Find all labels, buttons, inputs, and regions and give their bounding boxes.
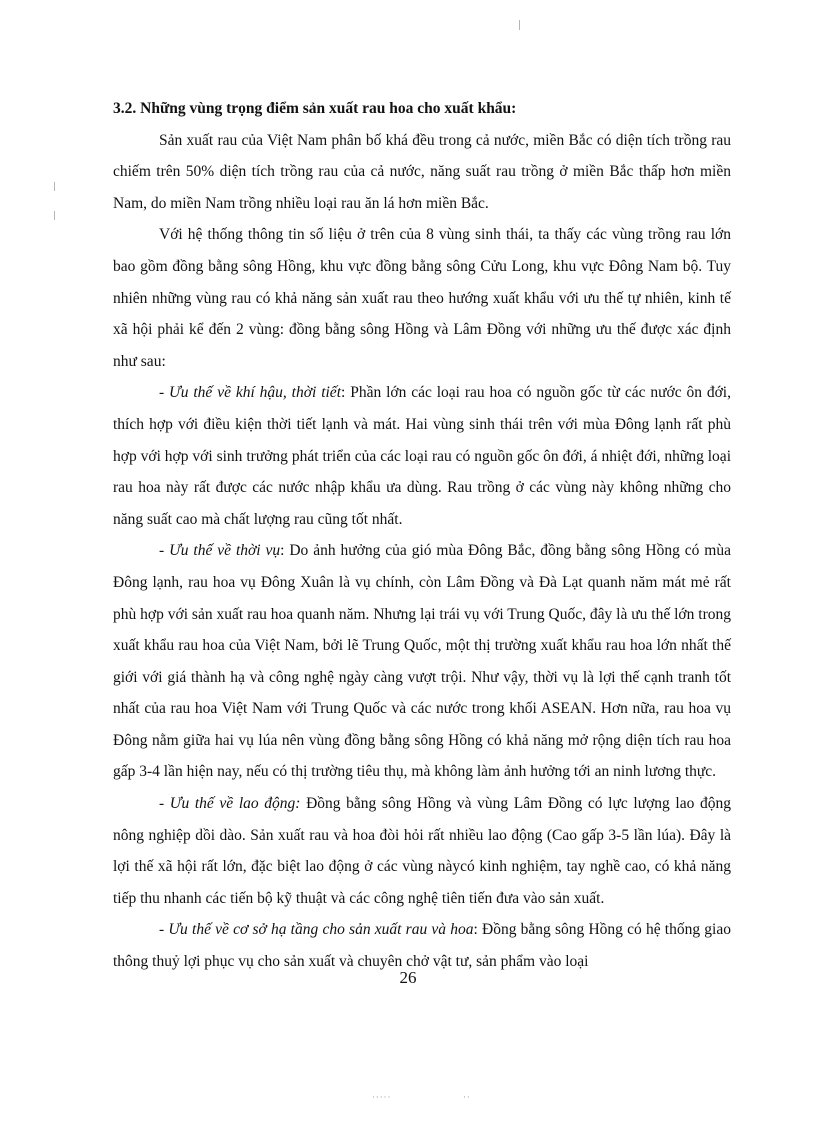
margin-mark	[54, 182, 55, 191]
section-heading: 3.2. Những vùng trọng điểm sản xuất rau hoa cho xuất khẩu:	[113, 100, 517, 117]
paragraph-text: : Đồng bằng sông Hồng có hệ thống giao thông thuỷ lợi phục vụ cho sản xuất và chuyên chở vật tư, sản phẩm vào loại	[113, 921, 731, 971]
paragraph-lead: - Ưu thế về cơ sở hạ tầng cho sản xuất rau và hoa	[159, 921, 474, 939]
page-number: 26	[399, 968, 417, 987]
margin-mark	[54, 211, 55, 220]
scan-artifact: ·····	[372, 1093, 392, 1103]
paragraph-lead: - Ưu thế về khí hậu, thời tiết	[159, 384, 341, 402]
document-body	[113, 93, 731, 978]
scan-artifact: ··	[463, 1093, 471, 1103]
paragraph-lead: - Ưu thế về thời vụ	[159, 542, 281, 560]
paragraph	[113, 219, 731, 377]
paragraph	[113, 377, 731, 535]
paragraph-text: Với hệ thống thông tin số liệu ở trên của 8 vùng sinh thái, ta thấy các vùng trồng rau lớn bao gồm đồng bằng sông Hồng, khu vực đồng bằng sông Cửu Long, khu vực Đông Nam bộ. Tuy nhiên những vùng rau có khả năng sản xuất rau theo hướng xuất khẩu với ưu thế tự nhiên, kinh tế xã hội phải kể đến 2 vùng: đồng bằng sông Hồng và Lâm Đồng với những ưu thế được xác định như sau:	[113, 226, 731, 370]
paragraph-text: Sản xuất rau của Việt Nam phân bố khá đều trong cả nước, miền Bắc có diện tích trồng rau chiếm trên 50% diện tích trồng rau của cả nước, năng suất rau trồng ở miền Bắc thấp hơn miền Nam, do miền Nam trồng nhiều loại rau ăn lá hơn miền Bắc.	[113, 131, 731, 212]
paragraph-lead: - Ưu thế về lao động:	[159, 795, 301, 813]
paragraph	[113, 125, 731, 220]
paragraph-text: : Do ảnh hưởng của gió mùa Đông Bắc, đồng bằng sông Hồng có mùa Đông lạnh, rau hoa vụ Đông Xuân là vụ chính, còn Lâm Đồng và Đà Lạt quanh năm mát mẻ rất phù hợp với sản xuất rau hoa quanh năm. Nhưng lại trái vụ với Trung Quốc, đây là ưu thế lớn trong xuất khẩu rau hoa của Việt Nam, bởi lẽ Trung Quốc, một thị trường xuất khẩu rau hoa lớn nhất thế giới với giá thành hạ và công nghệ ngày càng vượt trội. Như vậy, thời vụ là lợi thế cạnh tranh tốt nhất của rau hoa Việt Nam với Trung Quốc và các nước trong khối ASEAN. Hơn nữa, rau hoa vụ Đông nằm giữa hai vụ lúa nên vùng đồng bằng sông Hồng có khả năng mở rộng diện tích rau hoa gấp 3-4 lần hiện nay, nếu có thị trường tiêu thụ, mà không làm ảnh hưởng tới an ninh lương thực.	[113, 542, 731, 781]
paragraph-text: Đồng bằng sông Hồng và vùng Lâm Đồng có lực lượng lao động nông nghiệp dồi dào. Sản xuất rau và hoa đòi hỏi rất nhiều lao động (Cao gấp 3-5 lần lúa). Đây là lợi thế xã hội rất lớn, đặc biệt lao động ở các vùng nàycó kinh nghiệm, tay nghề cao, có khả năng tiếp thu nhanh các tiến bộ kỹ thuật và các công nghệ tiên tiến đưa vào sản xuất.	[113, 795, 731, 907]
paragraph	[113, 535, 731, 788]
paragraph	[113, 788, 731, 914]
paragraph-text: : Phần lớn các loại rau hoa có nguồn gốc từ các nước ôn đới, thích hợp với điều kiện thời tiết lạnh và mát. Hai vùng sinh thái trên với mùa Đông lạnh rất phù hợp với hợp với sinh trưởng phát triển của các loại rau có nguồn gốc ôn đới, á nhiệt đới, những loại rau hoa này rất được các nước nhập khẩu ưa dùng. Rau trồng ở các vùng này không những cho năng suất cao mà chất lượng rau cũng tốt nhất.	[113, 384, 731, 528]
margin-mark	[519, 20, 520, 30]
